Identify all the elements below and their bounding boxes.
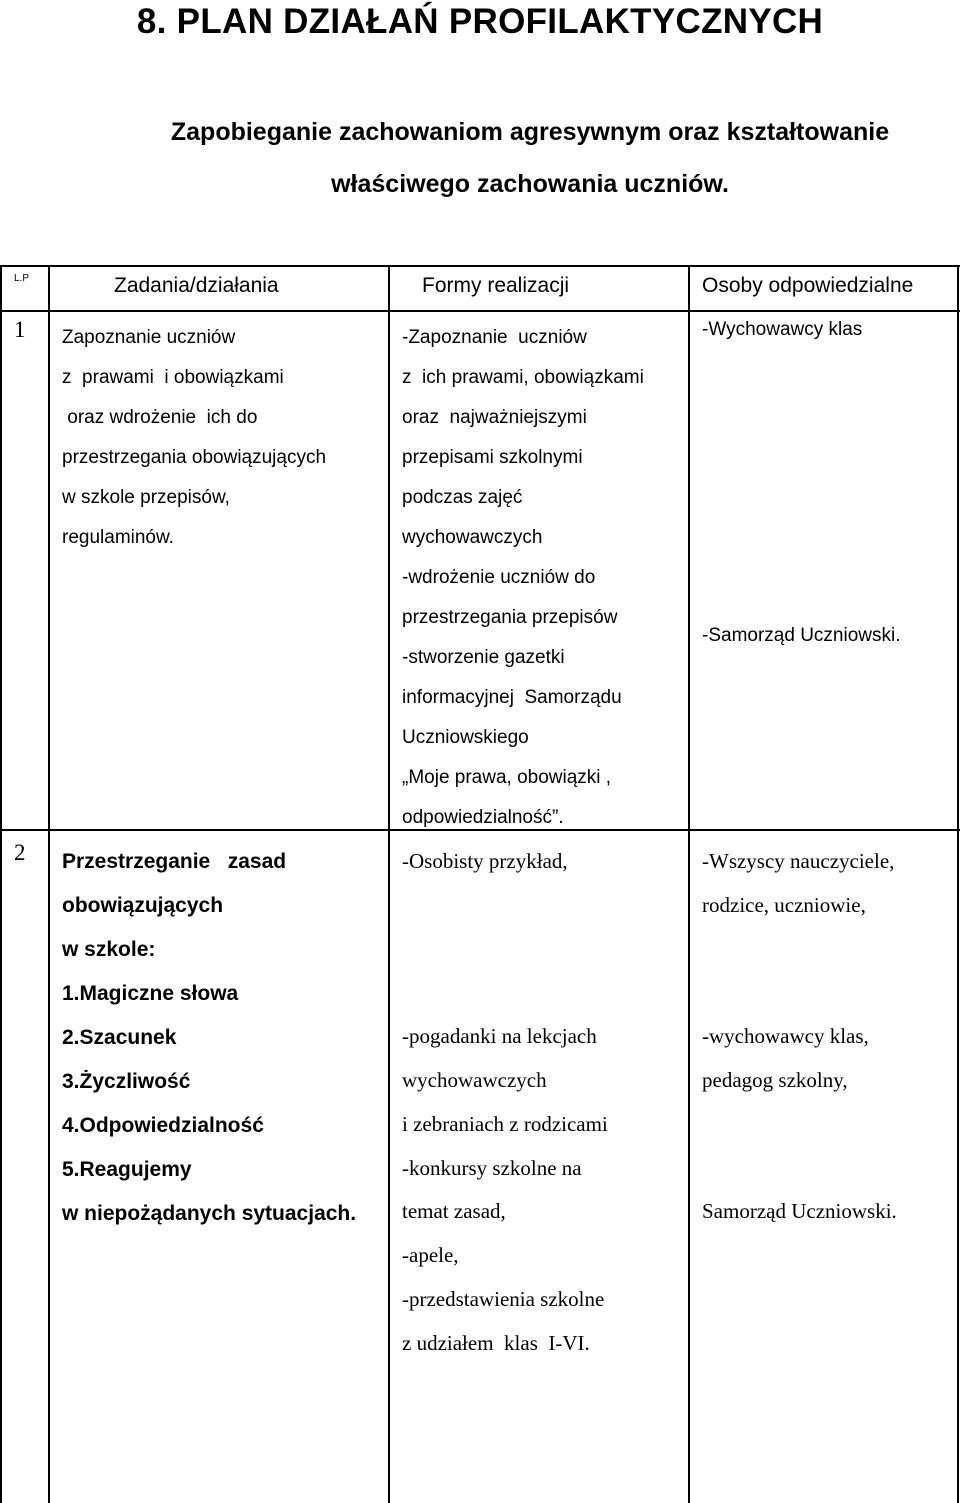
row-1-form-line: przestrzegania przepisów <box>402 607 618 628</box>
row-2-person-line <box>702 1147 897 1191</box>
row-2-person-line: pedagog szkolny, <box>702 1067 848 1092</box>
table-col-divider-3 <box>688 265 690 1503</box>
row-1-task-line: w szkole przepisów, <box>62 487 230 508</box>
page-title: 8. PLAN DZIAŁAŃ PROFILAKTYCZNYCH <box>136 2 824 41</box>
table-col-divider-1 <box>48 265 50 1503</box>
row-2-task-line: 5.Reagujemy <box>62 1158 192 1181</box>
row-2-person-line: -Wszyscy nauczyciele, <box>702 849 895 873</box>
row-1-task-line: przestrzegania obowiązujących <box>62 447 327 468</box>
row-1-form-line: -wdrożenie uczniów do <box>402 567 596 588</box>
row-1-form-line: podczas zajęć <box>402 487 523 508</box>
row-2-form-line: -apele, <box>402 1243 459 1268</box>
row-2-form-line <box>402 884 608 928</box>
row-1-form-line: oraz najważniejszymi <box>402 407 587 428</box>
row-2-person-line <box>702 971 897 1015</box>
row-1-form-line: Uczniowskiego <box>402 727 529 748</box>
document-subtitle-line-1: Zapobieganie zachowaniom agresywnym oraz kształtowanie <box>170 118 890 146</box>
header-lp: L.P <box>14 273 30 284</box>
row-2-form-line: z udziałem klas I-VI. <box>402 1330 590 1355</box>
row-2-form-line: temat zasad, <box>402 1199 506 1224</box>
row-1-number: 1 <box>14 317 26 342</box>
table-border-top <box>0 265 960 267</box>
row-1-form-line: wychowawczych <box>402 527 543 548</box>
row-2-tasks <box>62 840 356 1236</box>
row-1-form-line: informacyjnej Samorządu <box>402 687 622 708</box>
header-forms: Formy realizacji <box>422 274 570 297</box>
row-2-person-line: rodzice, uczniowie, <box>702 892 866 917</box>
table-col-divider-2 <box>388 265 390 1503</box>
row-2-form-line: wychowawczych <box>402 1067 547 1092</box>
row-2-form-line: -konkursy szkolne na <box>402 1155 582 1180</box>
row-1-task-line: Zapoznanie uczniów <box>62 327 236 348</box>
table-header-divider <box>0 310 960 312</box>
row-2-person-line <box>702 1103 897 1147</box>
row-2-task-line: obowiązujących <box>62 894 224 917</box>
row-2-task-line: Przestrzeganie zasad <box>62 850 287 873</box>
table-border-left <box>0 265 2 1503</box>
row-2-task-line: 3.Życzliwość <box>62 1070 191 1093</box>
row-2-person-line <box>702 928 897 972</box>
row-1-form-line: -Zapoznanie uczniów <box>402 327 587 348</box>
row-2-form-line <box>402 971 608 1015</box>
row-1-task-line: z prawami i obowiązkami <box>62 367 284 388</box>
row-1-form-line: odpowiedzialność”. <box>402 807 564 828</box>
row-2-forms <box>402 840 608 1366</box>
row-2-form-line: -pogadanki na lekcjach <box>402 1024 597 1049</box>
row-2-task-line: 2.Szacunek <box>62 1026 177 1049</box>
row-1-task-line: oraz wdrożenie ich do <box>62 407 258 428</box>
row-2-task-line: 1.Magiczne słowa <box>62 982 239 1005</box>
row-2-task-line: w niepożądanych sytuacjach. <box>62 1202 357 1225</box>
table-border-right <box>957 265 959 1503</box>
row-2-form-line: i zebraniach z rodzicami <box>402 1111 608 1136</box>
row-2-number: 2 <box>14 840 26 865</box>
row-1-form-line: -stworzenie gazetki <box>402 647 565 668</box>
row-2-task-line: 4.Odpowiedzialność <box>62 1114 264 1137</box>
row-2-persons <box>702 840 897 1234</box>
row-2-form-line: -Osobisty przykład, <box>402 849 568 873</box>
row-1-tasks <box>62 318 326 558</box>
row-1-person-1: -Wychowawcy klas <box>702 319 863 340</box>
row-2-person-line: Samorząd Uczniowski. <box>702 1199 897 1224</box>
row-1-form-line: „Moje prawa, obowiązki , <box>402 767 612 788</box>
document-subtitle-line-2: właściwego zachowania uczniów. <box>331 170 729 198</box>
row-1-person-2: -Samorząd Uczniowski. <box>702 625 901 646</box>
row-2-task-line: w szkole: <box>62 938 156 961</box>
row-2-form-line <box>402 928 608 972</box>
row-2-form-line: -przedstawienia szkolne <box>402 1286 605 1311</box>
row-1-forms <box>402 318 644 838</box>
header-tasks: Zadania/działania <box>114 274 279 297</box>
row-1-task-line: regulaminów. <box>62 527 174 548</box>
row-2-person-line: -wychowawcy klas, <box>702 1024 869 1049</box>
header-persons: Osoby odpowiedzialne <box>702 274 914 297</box>
row-1-form-line: z ich prawami, obowiązkami <box>402 367 644 388</box>
row-1-form-line: przepisami szkolnymi <box>402 447 583 468</box>
